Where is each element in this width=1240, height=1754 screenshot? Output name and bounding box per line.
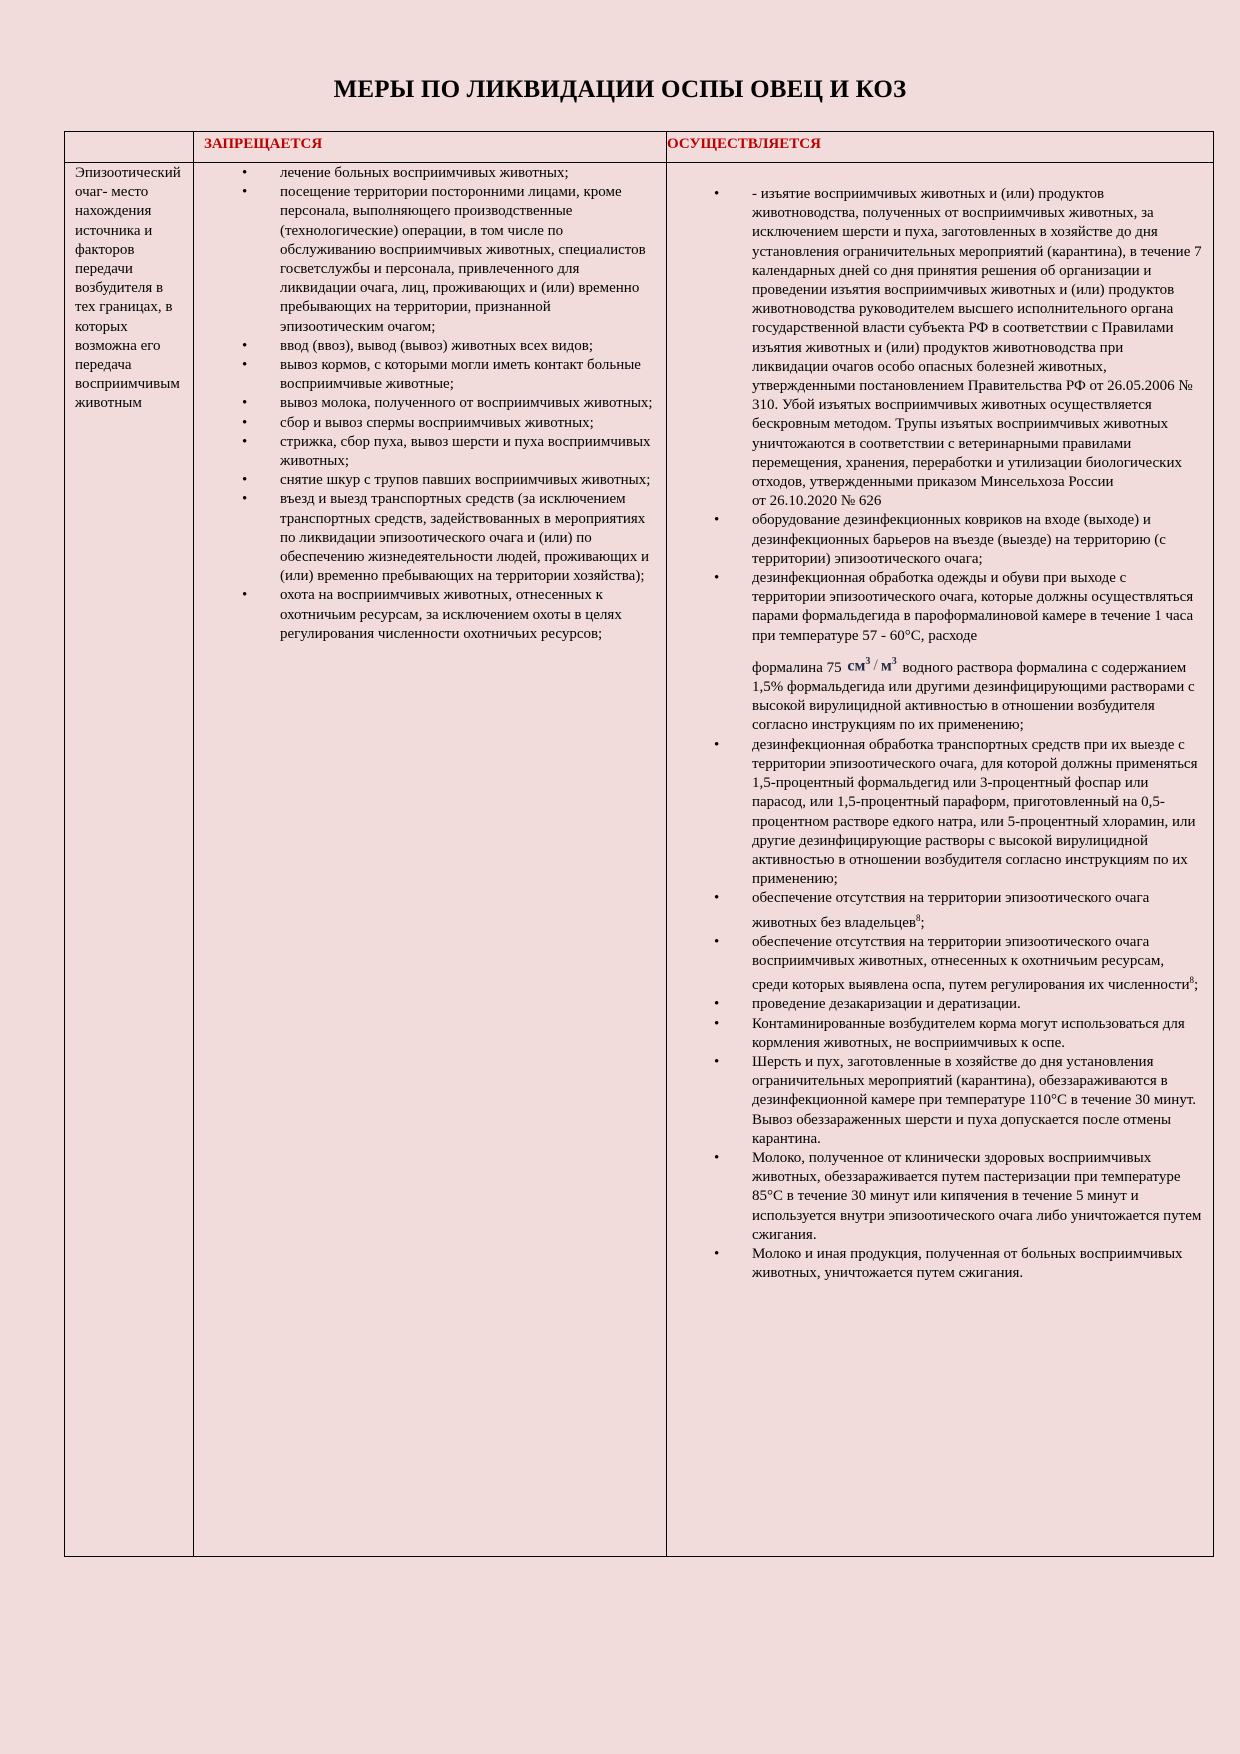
bullet-icon: • xyxy=(242,433,248,450)
header-allowed: ОСУЩЕСТВЛЯЕТСЯ xyxy=(667,132,1214,163)
bullet-icon: • xyxy=(714,933,720,950)
list-item: • вывоз кормов, с которыми могли иметь контакт больные восприимчивые животные; xyxy=(242,357,641,393)
bullet-icon: • xyxy=(242,491,248,508)
bullet-icon: • xyxy=(714,1015,720,1032)
list-item: • проведение дезакаризации и дератизации. xyxy=(667,995,1203,1014)
list-item: • обеспечение отсутствия на территории эпизоотического очага восприимчивых животных, отнесенных к охотничьим ресурсам, среди которых выявлена оспа, путем регулирования их численности$^8$; xyxy=(714,933,1199,994)
list-item: • Молоко и иная продукция, полученная от больных восприимчивых животных, уничтожается путем сжигания. xyxy=(714,1245,1183,1282)
header-empty-cell xyxy=(65,132,194,163)
table-header-row xyxy=(65,132,1214,163)
bullet-icon: • xyxy=(714,512,720,529)
bullet-icon: • xyxy=(714,1245,720,1262)
list-item: • снятие шкур с трупов павших восприимчивых животных; xyxy=(194,471,658,490)
list-item: • охота на восприимчивых животных, отнесенных к охотничьим ресурсам, за исключением охоты в целях регулирования численности охотничьих ресурсов; xyxy=(242,587,622,642)
list-item: • дезинфекционная обработка одежды и обуви при выходе с территории эпизоотического очага, которые должны осуществляться парами формальдегида в пароформалиновой камере в течение 1 часа при температуре 57 - 60°C, расходе формалина 75 $см^3 / м^3$ водного раствора формалина с содержанием 1,5% формальдегида или другими дезинфицирующими растворами с высокой вирулицидной активностью в отношении возбудителя согласно инструкциям по их применению; xyxy=(714,570,1195,734)
bullet-icon: • xyxy=(714,890,720,907)
list-item: • Молоко, полученное от клинически здоровых восприимчивых животных, обеззараживается путем пастеризации при температуре 85°C в течение 30 минут или кипячения в течение 5 минут и используется внутри эпизоотического очага либо уничтожается путем сжигания. xyxy=(714,1149,1202,1243)
bullet-icon: • xyxy=(242,337,248,354)
list-item: • Шерсть и пух, заготовленные в хозяйстве до дня установления ограничительных мероприятий (карантина), обеззараживаются в дезинфекционной камере при температуре 110°C в течение 30 минут. Вывоз обеззараженных шерсти и пуха допускается после отмены карантина. xyxy=(714,1053,1197,1147)
header-forbidden: ЗАПРЕЩАЕТСЯ xyxy=(194,132,667,163)
allowed-list xyxy=(667,185,1203,1283)
bullet-icon: • xyxy=(242,472,248,489)
bullet-icon: • xyxy=(242,414,248,431)
bullet-icon: • xyxy=(242,165,248,181)
list-item: • ввод (ввоз), вывод (вывоз) животных всех видов; xyxy=(194,337,658,356)
focus-definition: Эпизоотический очаг- место нахождения источника и факторов передачи возбудителя в тех границах, в которых возможна его передача восприимчивым животным xyxy=(65,163,194,1557)
measures-table xyxy=(64,131,1214,1557)
bullet-icon: • xyxy=(714,1149,720,1166)
bullet-icon: • xyxy=(242,357,248,374)
list-item: • обеспечение отсутствия на территории эпизоотического очага животных без владельцев$^8$; xyxy=(714,890,1150,931)
bullet-icon: • xyxy=(242,184,248,201)
list-item: • вывоз молока, полученного от восприимчивых животных; xyxy=(194,394,658,413)
forbidden-list xyxy=(194,164,658,644)
list-item: • посещение территории посторонними лицами, кроме персонала, выполняющего производственные (технологические) операции, в том числе по обслуживанию восприимчивых животных, специалистов госветслужбы и персонала, привлеченного для ликвидации очага, лиц, проживающих и (или) временно пребывающих на территории, признанной эпизоотическим очагом; xyxy=(242,184,646,335)
formula-image: $см^3 / м^3$ xyxy=(847,655,897,674)
bullet-icon: • xyxy=(242,587,248,604)
list-item: • лечение больных восприимчивых животных; xyxy=(194,164,658,183)
bullet-icon: • xyxy=(714,736,720,753)
list-item: • Контаминированные возбудителем корма могут использоваться для кормления животных, не восприимчивых к оспе. xyxy=(714,1015,1185,1051)
list-item: • оборудование дезинфекционных ковриков на входе (выходе) и дезинфекционных барьеров на въезде (выезде) на территорию (с территории) эпизоотического очага; xyxy=(714,512,1166,567)
bullet-icon: • xyxy=(714,996,720,1013)
list-item: • стрижка, сбор пуха, вывоз шерсти и пуха восприимчивых животных; xyxy=(242,433,651,470)
bullet-icon: • xyxy=(242,395,248,412)
list-item: • сбор и вывоз спермы восприимчивых животных; xyxy=(194,414,658,433)
table-body-row xyxy=(65,163,1214,1557)
list-item: • - изъятие восприимчивых животных и (или) продуктов животноводства, полученных от восприимчивых животных, за исключением шерсти и пуха, заготовленных в хозяйстве до дня установления ограничительных мероприятий (карантина), в течение 7 календарных дней со дня принятия решения об организации и проведении изъятия восприимчивых животных и (или) продуктов животноводства руководителем высшего исполнительного органа государственной власти субъекта РФ в соответствии с Правилами изъятия животных и (или) продуктов животноводства при ликвидации очагов особо опасных болезней животных, утвержденными постановлением Правительства РФ от 26.05.2006 № 310. Убой изъятых восприимчивых животных осуществляется бескровным методом. Трупы изъятых восприимчивых животных уничтожаются в соответствии с ветеринарными правилами перемещения, хранения, переработки и утилизации биологических отходов, утвержденными приказом Минсельхоза России от 26.10.2020 № 626 xyxy=(714,186,1202,510)
bullet-icon: • xyxy=(714,186,720,202)
allowed-cell xyxy=(667,163,1214,1557)
page-title: МЕРЫ ПО ЛИКВИДАЦИИ ОСПЫ ОВЕЦ И КОЗ xyxy=(333,76,907,103)
bullet-icon: • xyxy=(714,1053,720,1070)
list-item: • въезд и выезд транспортных средств (за исключением транспортных средств, задействованных в мероприятиях по ликвидации эпизоотического очага и (или) по обеспечению жизнедеятельности людей, проживающих и (или) временно пребывающих на территории хозяйства); xyxy=(242,491,649,585)
bullet-icon: • xyxy=(714,570,720,587)
footnote-mark: 8 xyxy=(1189,975,1194,986)
footnote-mark: 8 xyxy=(915,912,921,923)
forbidden-cell xyxy=(194,163,667,1557)
list-item: • дезинфекционная обработка транспортных средств при их выезде с территории эпизоотического очага, для которой должны применяться 1,5-процентный формальдегид или 3-процентный фоспар или парасод, или 1,5-процентный параформ, приготовленный на 0,5-процентном растворе едкого натра, или 5-процентный хлорамин, или другие дезинфицирующие растворы с высокой вирулицидной активностью в отношении возбудителя согласно инструкциям по их применению; xyxy=(714,736,1198,888)
